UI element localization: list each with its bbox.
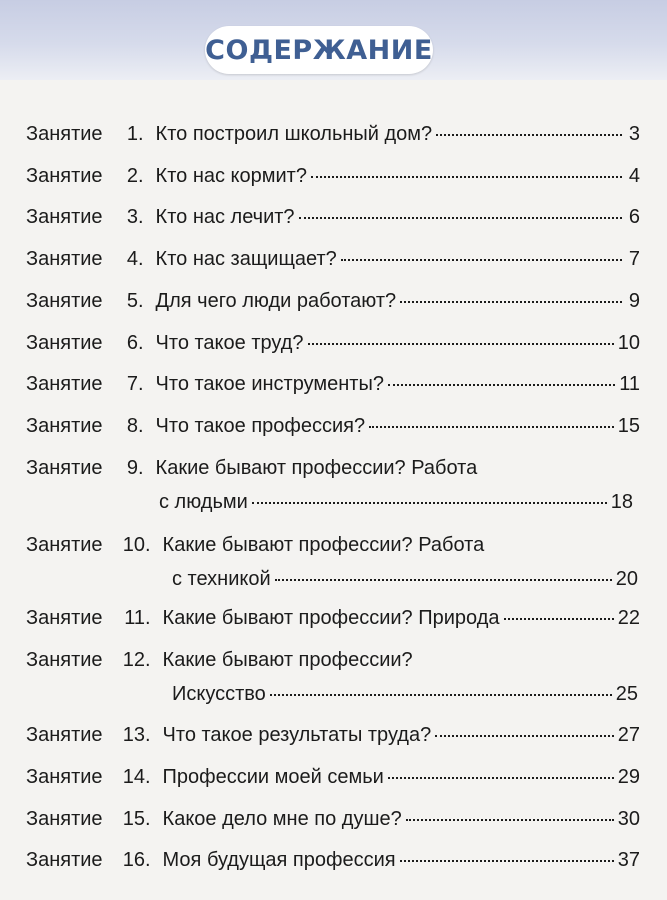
entry-title: Какие бывают профессии? Природа [162,607,500,629]
entry-page: 27 [617,724,640,746]
dot-leader [270,694,612,696]
dot-leader [369,426,614,428]
entry-number: 4. [126,248,144,270]
dot-leader [252,502,607,504]
entry-number: 13. [122,724,151,746]
dot-leader [341,259,622,261]
dot-leader [388,384,615,386]
entry-number: 5. [126,290,144,312]
entry-number: 9. [126,457,144,479]
toc-entry[interactable] [26,163,640,189]
toc-entry-continuation[interactable] [172,566,638,592]
entry-title: Что такое труд? [155,332,304,354]
toc-entry-continuation[interactable] [172,681,638,707]
entry-word: Занятие [26,724,103,746]
entry-page: 25 [615,683,638,705]
entry-number: 3. [126,206,144,228]
dot-leader [311,176,622,178]
entry-word: Занятие [26,607,103,629]
entry-number: 1. [126,123,144,145]
toc-entry[interactable] [26,204,640,230]
entry-word: Занятие [26,123,103,145]
entry-title-cont: с людьми [159,491,248,513]
entry-page: 4 [628,165,640,187]
entry-page: 11 [619,373,640,395]
dot-leader [308,343,614,345]
toc-entry[interactable] [26,532,640,558]
entry-word: Занятие [26,415,103,437]
entry-number: 11. [124,607,151,629]
entry-word: Занятие [26,457,103,479]
entry-title: Для чего люди работают? [155,290,397,312]
entry-word: Занятие [26,290,103,312]
toc-entry[interactable] [26,121,640,147]
entry-title: Профессии моей семьи [162,766,384,788]
dot-leader [435,735,614,737]
entry-page: 10 [617,332,640,354]
dot-leader [436,134,622,136]
toc-entry[interactable] [26,246,640,272]
entry-page: 18 [610,491,633,513]
toc-entry[interactable] [26,647,640,673]
entry-title: Какие бывают профессии? Работа [155,457,478,479]
entry-word: Занятие [26,332,103,354]
entry-word: Занятие [26,534,103,556]
entry-page: 22 [617,607,640,629]
toc-entry[interactable] [26,330,640,356]
entry-number: 7. [126,373,144,395]
toc-entry[interactable] [26,722,640,748]
entry-page: 29 [617,766,640,788]
entry-number: 15. [122,808,151,830]
toc-entry[interactable] [26,371,640,397]
dot-leader [400,860,614,862]
toc-entry[interactable] [26,413,640,439]
entry-page: 15 [617,415,640,437]
entry-number: 6. [126,332,144,354]
entry-word: Занятие [26,849,103,871]
entry-title-cont: Искусство [172,683,266,705]
entry-title: Что такое инструменты? [155,373,384,395]
toc-entry[interactable] [26,847,640,873]
entry-title: Кто нас лечит? [155,206,295,228]
entry-number: 10. [122,534,151,556]
entry-title: Что такое результаты труда? [162,724,432,746]
dot-leader [299,217,622,219]
entry-number: 14. [122,766,151,788]
entry-word: Занятие [26,206,103,228]
toc-entry-continuation[interactable] [159,489,633,515]
toc-entry[interactable] [26,455,640,481]
dot-leader [504,618,614,620]
entry-page: 7 [628,248,640,270]
entry-page: 37 [617,849,640,871]
entry-title: Кто построил школьный дом? [155,123,433,145]
entry-title-cont: с техникой [172,568,271,590]
entry-number: 16. [122,849,151,871]
toc-entry[interactable] [26,605,640,631]
entry-title: Какие бывают профессии? Работа [162,534,485,556]
entry-page: 20 [615,568,638,590]
entry-word: Занятие [26,766,103,788]
entry-number: 8. [126,415,144,437]
dot-leader [275,579,612,581]
entry-word: Занятие [26,808,103,830]
toc-entry[interactable] [26,764,640,790]
entry-title: Моя будущая профессия [162,849,396,871]
entry-page: 9 [628,290,640,312]
dot-leader [388,777,614,779]
dot-leader [406,819,614,821]
entry-title: Какое дело мне по душе? [162,808,402,830]
entry-number: 2. [126,165,144,187]
entry-title: Кто нас защищает? [155,248,337,270]
entry-page: 3 [628,123,640,145]
page-title: СОДЕРЖАНИЕ [205,34,433,66]
dot-leader [400,301,622,303]
toc-entry[interactable] [26,806,640,832]
entry-title: Какие бывают профессии? [162,649,413,671]
entry-title: Что такое профессия? [155,415,366,437]
entry-word: Занятие [26,165,103,187]
toc-entry[interactable] [26,288,640,314]
entry-page: 30 [617,808,640,830]
entry-number: 12. [122,649,151,671]
entry-word: Занятие [26,248,103,270]
entry-page: 6 [628,206,640,228]
entry-word: Занятие [26,373,103,395]
entry-word: Занятие [26,649,103,671]
entry-title: Кто нас кормит? [155,165,307,187]
